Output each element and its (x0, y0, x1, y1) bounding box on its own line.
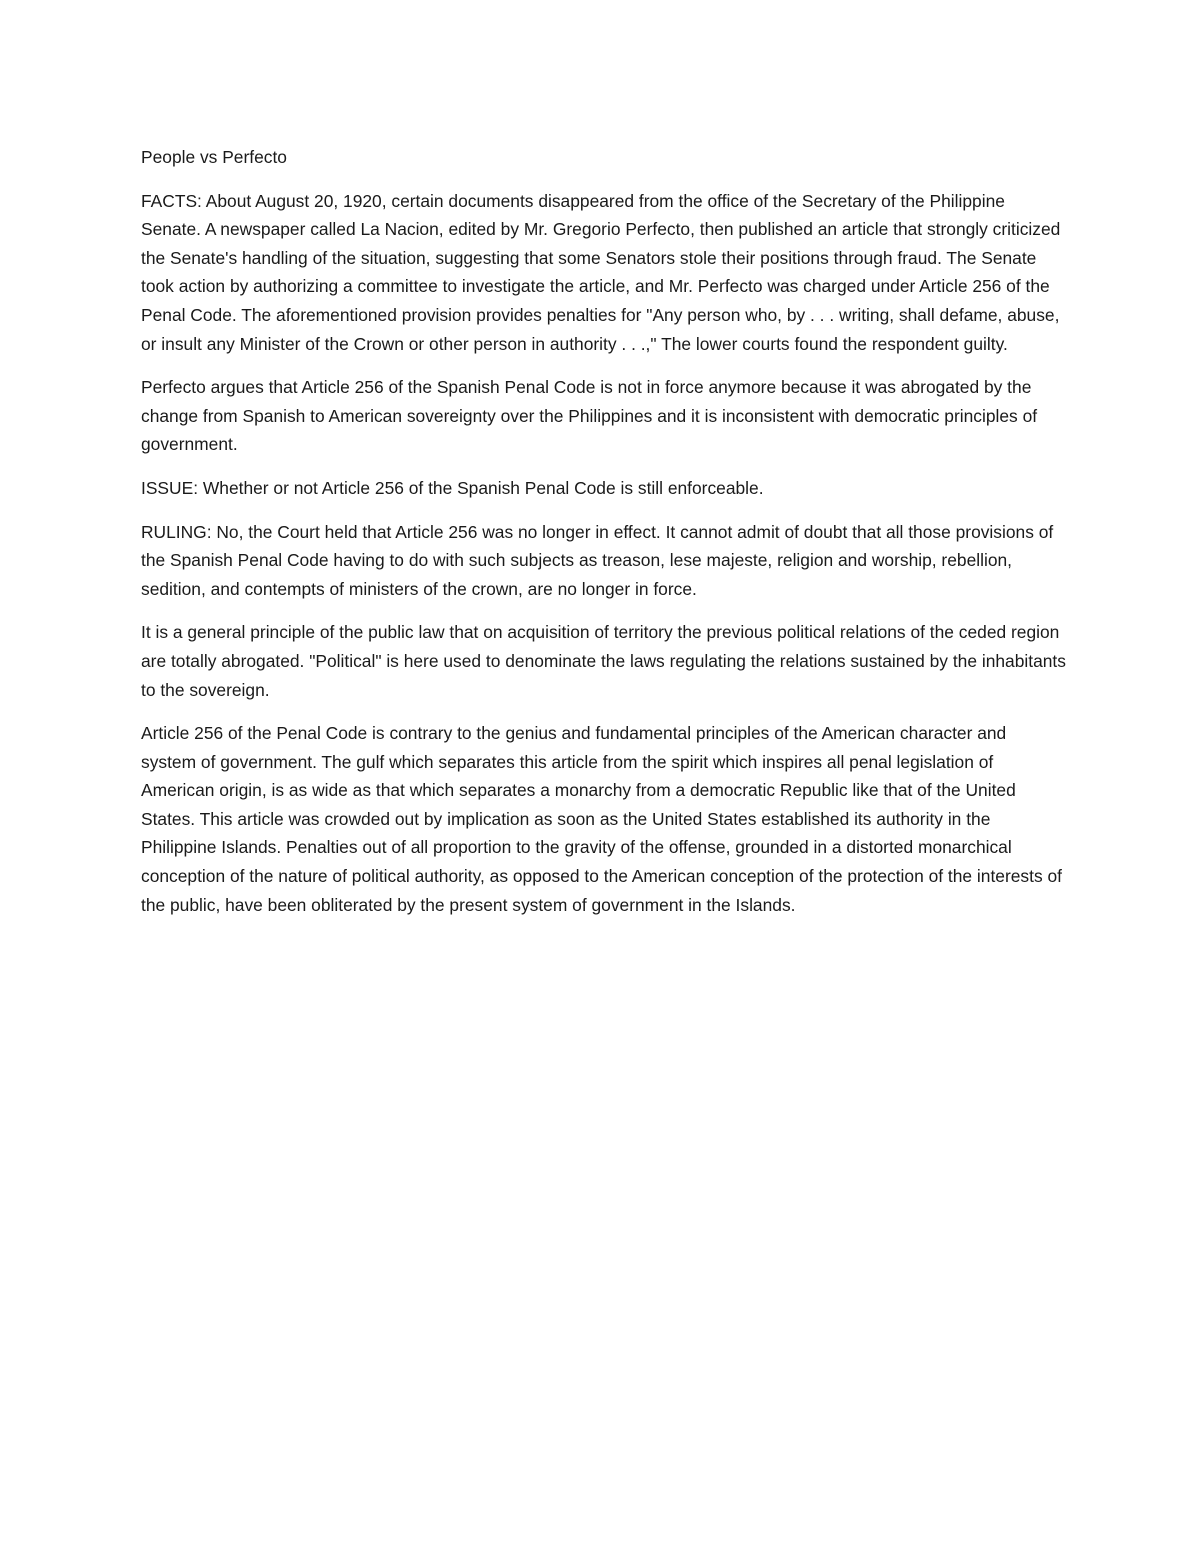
issue-paragraph: ISSUE: Whether or not Article 256 of the Spanish Penal Code is still enforceable. (141, 477, 764, 498)
document-title: People vs Perfecto (141, 147, 287, 167)
argument-paragraph: Perfecto argues that Article 256 of the Spanish Penal Code is not in force anymore because it was abrogated by the change from Spanish to American sovereignty over the Philippines and it is inconsistent with democratic principles of government. (141, 377, 1038, 455)
facts-paragraph: FACTS: About August 20, 1920, certain documents disappeared from the office of the Secretary of the Philippine Senate. A newspaper called La Nacion, edited by Mr. Gregorio Perfecto, then published an article that strongly criticized the Senate's handling of the situation, suggesting that some Senators stole their positions through fraud. The Senate took action by authorizing a committee to investigate the article, and Mr. Perfecto was charged under Article 256 of the Penal Code. The aforementioned provision provides penalties for "Any person who, by . . . writing, shall defame, abuse, or insult any Minister of the Crown or other person in authority . . .," The lower courts found the respondent guilty. (141, 190, 1061, 354)
document-body (141, 143, 1066, 934)
principle-paragraph: It is a general principle of the public law that on acquisition of territory the previous political relations of the ceded region are totally abrogated. "Political" is here used to denominate the laws regulating the relations sustained by the inhabitants to the sovereign. (141, 622, 1066, 700)
conclusion-paragraph: Article 256 of the Penal Code is contrary to the genius and fundamental principles of the American character and system of government. The gulf which separates this article from the spirit which inspires all penal legislation of American origin, is as wide as that which separates a monarchy from a democratic Republic like that of the United States. This article was crowded out by implication as soon as the United States established its authority in the Philippine Islands. Penalties out of all proportion to the gravity of the offense, grounded in a distorted monarchical conception of the nature of political authority, as opposed to the American conception of the protection of the interests of the public, have been obliterated by the present system of government in the Islands. (141, 723, 1062, 915)
ruling-paragraph: RULING: No, the Court held that Article 256 was no longer in effect. It cannot admit of doubt that all those provisions of the Spanish Penal Code having to do with such subjects as treason, lese majeste, religion and worship, rebellion, sedition, and contempts of ministers of the crown, are no longer in force. (141, 521, 1054, 599)
